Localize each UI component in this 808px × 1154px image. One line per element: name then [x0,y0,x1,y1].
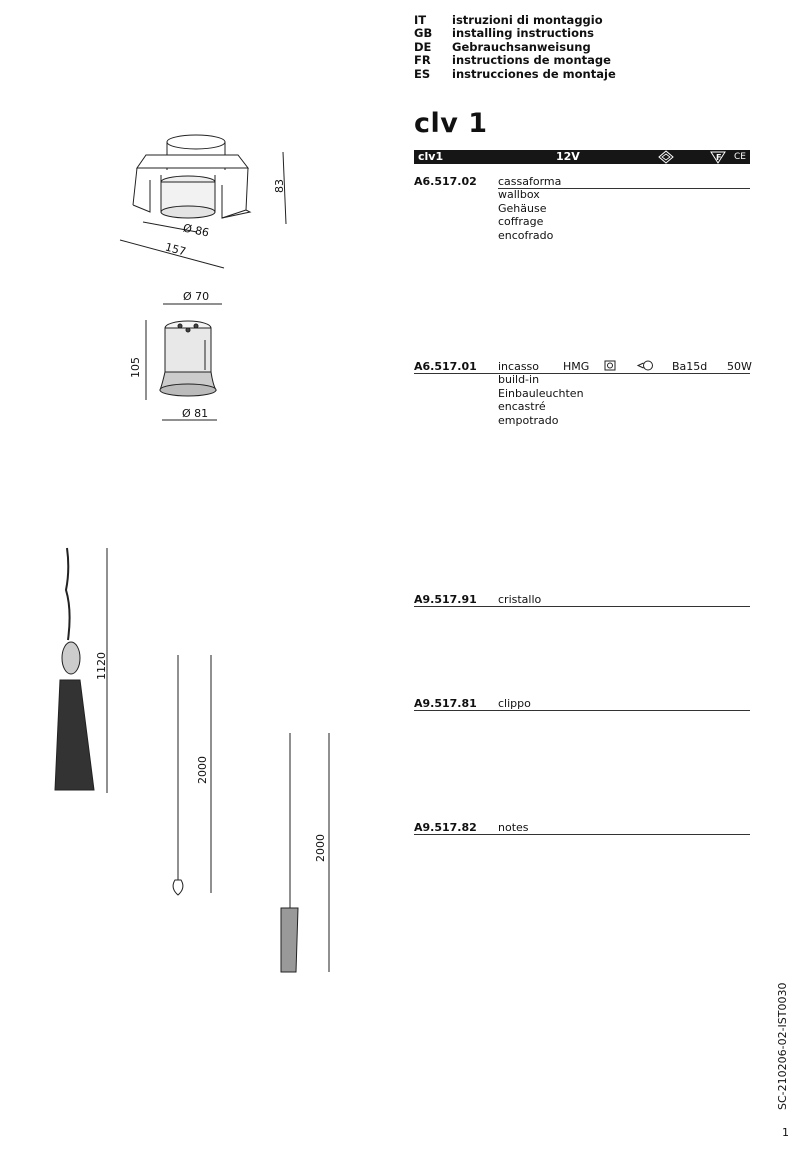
item-code: A9.517.81 [414,697,477,710]
svg-text:F: F [716,153,722,162]
item-code: A6.517.01 [414,360,477,373]
lang-text: istruzioni di montaggio [452,13,603,27]
item-name: clippo [498,697,531,710]
dim-housing-bottom: Ø 81 [182,407,209,420]
item-name: encastré [498,400,546,414]
item-name: incasso [498,360,540,373]
dim-clippo-length: 2000 [196,756,209,784]
item-name: build-in [498,373,540,387]
wallbox-drawing [120,135,286,268]
dim-housing-top: Ø 70 [183,290,210,303]
item-name: empotrado [498,413,559,427]
product-title: clv 1 [414,108,488,139]
item-name: Gehäuse [498,201,547,215]
lang-text: installing instructions [452,26,594,41]
dim-wallbox-length: 157 [163,240,188,259]
item-code: A9.517.82 [414,821,477,834]
bar-model: clv1 [418,150,444,163]
item-name: wallbox [498,188,540,202]
lang-code: IT [414,13,427,27]
item-name: Einbauleuchten [498,386,584,400]
lang-code: GB [414,26,433,41]
item-name: cristallo [498,593,542,606]
dim-wallbox-height: 83 [273,179,286,193]
item-code: A9.517.91 [414,593,477,606]
item-name: encofrado [498,228,554,242]
item-name: coffrage [498,215,544,229]
spec-lamp: HMG [563,360,590,373]
dim-cristallo-length: 1120 [95,652,108,680]
ce-mark: CE [734,152,746,162]
lang-code: FR [414,53,431,68]
bar-voltage: 12V [556,150,580,163]
item-code: A6.517.02 [414,175,477,188]
spec-socket: Ba15d [672,360,708,373]
lang-text: instructions de montage [452,53,611,68]
spec-power: 50W [727,360,752,373]
dim-wallbox-diameter: Ø 86 [181,221,211,240]
item-name: cassaforma [498,175,562,188]
dim-notes-length: 2000 [314,834,327,862]
dim-housing-height: 105 [129,357,142,378]
page-number: 1 [782,1126,789,1139]
lang-text: instrucciones de montaje [452,66,616,81]
item-name: notes [498,821,529,834]
lang-text: Gebrauchsanweisung [452,39,591,54]
document-code: SC-210206-02-IST0030 [776,982,789,1110]
lang-code: DE [414,39,432,54]
lang-code: ES [414,66,431,81]
housing-drawing [146,304,222,420]
